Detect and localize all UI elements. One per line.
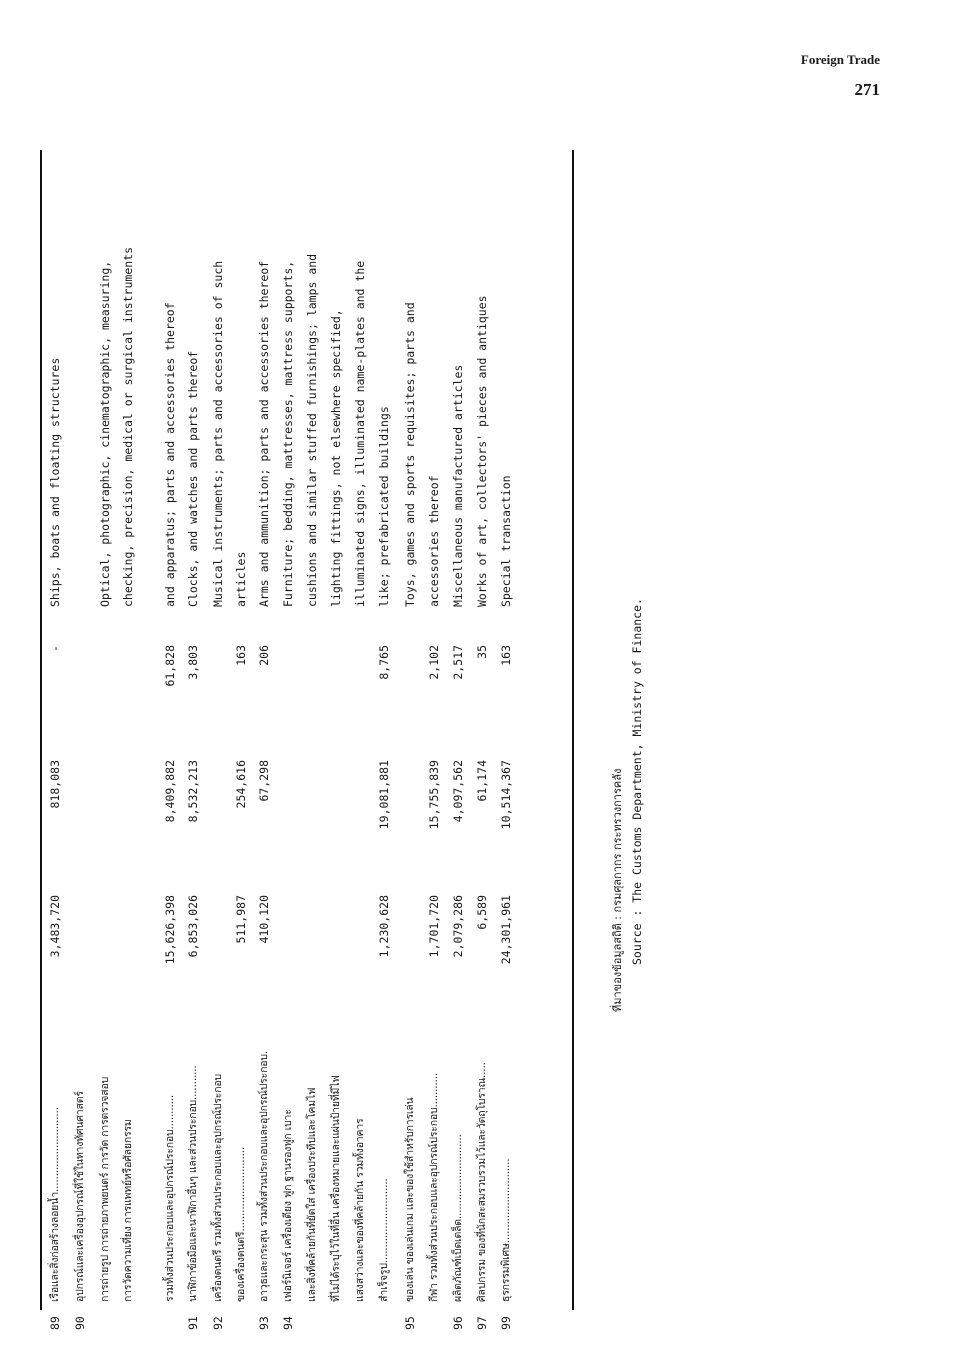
- value-col-2: 8,532,213: [186, 760, 200, 823]
- value-col-3: 163: [234, 645, 248, 666]
- thai-description: อาวุธและกระสุน รวมทั้งส่วนประกอบและอุปกรณ์ประกอบ.: [258, 1051, 270, 1302]
- thai-description: การถ่ายรูป การถ่ายภาพยนตร์ การวัด การตรวจสอบ: [99, 1076, 111, 1302]
- hs-code: 96: [451, 1316, 465, 1330]
- english-description: like; prefabricated buildings: [377, 406, 391, 607]
- table-top-rule: [40, 150, 42, 1310]
- thai-description: สำเร็จรูป...........................: [378, 1178, 390, 1302]
- thai-description: เรือและสิ่งก่อสร้างลอยน้ำ...........................: [49, 1107, 61, 1302]
- english-description: articles: [234, 551, 248, 607]
- hs-code: 99: [499, 1316, 513, 1330]
- table-row: [302, 150, 322, 1330]
- value-col-3: 35: [475, 645, 489, 659]
- hs-code: 94: [281, 1316, 295, 1330]
- value-col-1: 2,079,286: [451, 895, 465, 958]
- value-col-2: 61,174: [475, 760, 489, 802]
- rotated-table-block: [40, 150, 680, 1330]
- value-col-1: 6,589: [475, 895, 489, 930]
- source-note-thai: ที่มาของข้อมูลสถิติ : กรมศุลกากร กระทรวงการคลัง: [611, 768, 624, 1012]
- value-col-1: 1,230,628: [377, 895, 391, 958]
- english-description: Clocks, and watches and parts thereof: [186, 350, 200, 607]
- hs-code: 90: [73, 1316, 87, 1330]
- value-col-2: 4,097,562: [451, 760, 465, 823]
- table-row: [496, 150, 516, 1330]
- thai-description: กีฬา รวมทั้งส่วนประกอบและอุปกรณ์ประกอบ...........: [428, 1073, 440, 1302]
- value-col-1: 15,626,398: [163, 895, 177, 965]
- english-description: illuminated signs, illuminated name-plates and the: [353, 260, 367, 607]
- value-col-3: 2,517: [451, 645, 465, 680]
- value-col-3: 163: [499, 645, 513, 666]
- value-col-1: 1,701,720: [427, 895, 441, 958]
- table-row: [95, 150, 115, 1330]
- hs-code: 92: [211, 1316, 225, 1330]
- table-row: [254, 150, 274, 1330]
- table-row: [424, 150, 444, 1330]
- thai-description: แสงสว่างและของที่คล้ายกัน รวมทั้งอาคาร: [354, 1118, 366, 1302]
- value-col-1: 511,987: [234, 895, 248, 944]
- english-description: Works of art, collectors' pieces and antiques: [475, 295, 489, 607]
- english-description: Optical, photographic, cinematographic, measuring,: [98, 260, 112, 607]
- value-col-3: 61,828: [163, 645, 177, 687]
- value-col-2: 10,514,367: [499, 760, 513, 830]
- english-description: accessories thereof: [427, 475, 441, 607]
- value-col-3: 8,765: [377, 645, 391, 680]
- table-row: [208, 150, 228, 1330]
- source-note-english: Source : The Customs Department, Ministry of Finance.: [630, 598, 644, 965]
- value-col-1: 410,120: [257, 895, 271, 944]
- thai-description: ของเครื่องดนตรี...........................: [235, 1146, 247, 1302]
- english-description: Miscellaneous manufactured articles: [451, 364, 465, 607]
- table-row: [160, 150, 180, 1330]
- value-col-1: 3,483,720: [48, 895, 62, 958]
- thai-description: การวัดความเที่ยง การแพทย์หรือศัลยกรรม: [122, 1119, 134, 1302]
- english-description: and apparatus; parts and accessories thereof: [163, 302, 177, 607]
- value-col-3: 206: [257, 645, 271, 666]
- english-description: checking, precision, medical or surgical instruments: [121, 246, 135, 607]
- english-description: Ships, boats and floating structures: [48, 357, 62, 607]
- english-description: Toys, games and sports requisites; parts and: [403, 302, 417, 607]
- table-row: [183, 150, 203, 1330]
- table-row: [45, 150, 65, 1330]
- english-description: lighting fittings, not elsewhere specified,: [329, 309, 343, 607]
- value-col-1: 24,301,961: [499, 895, 513, 965]
- table-row: [70, 150, 90, 1330]
- thai-description: อุปกรณ์และเครื่องอุปกรณ์ที่ใช้ในทางทัศนศาสตร์: [74, 1091, 86, 1302]
- table-row: [326, 150, 346, 1330]
- value-col-2: 15,755,839: [427, 760, 441, 830]
- hs-code: 93: [257, 1316, 271, 1330]
- thai-description: เครื่องดนตรี รวมทั้งส่วนประกอบและอุปกรณ์ประกอบ: [212, 1074, 224, 1302]
- value-col-3: -: [48, 645, 62, 652]
- value-col-2: 19,081,881: [377, 760, 391, 830]
- table-row: [374, 150, 394, 1330]
- thai-description: รวมทั้งส่วนประกอบและอุปกรณ์ประกอบ...........: [164, 1095, 176, 1302]
- english-description: Arms and ammunition; parts and accessories thereof: [257, 260, 271, 607]
- table-bottom-rule: [572, 150, 574, 1310]
- hs-code: 97: [475, 1316, 489, 1330]
- value-col-2: 67,298: [257, 760, 271, 802]
- thai-description: นาฬิกาข้อมือและนาฬิกาอื่นๆ และส่วนประกอบ...........: [187, 1065, 199, 1302]
- value-col-2: 818,083: [48, 760, 62, 809]
- value-col-3: 3,803: [186, 645, 200, 680]
- thai-description: ศิลปกรรม ของที่นักสะสมรวบรวมไว้และวัตถุโบราณ.....: [476, 1062, 488, 1302]
- hs-code: 91: [186, 1316, 200, 1330]
- table-row: [448, 150, 468, 1330]
- value-col-3: 2,102: [427, 645, 441, 680]
- table-row: [350, 150, 370, 1330]
- english-description: Special transaction: [499, 475, 513, 607]
- table-row: [472, 150, 492, 1330]
- value-col-1: 6,853,026: [186, 895, 200, 958]
- hs-code: 89: [48, 1316, 62, 1330]
- page-number: 271: [854, 80, 880, 99]
- table-row: [278, 150, 298, 1330]
- thai-description: ของเล่น ของเล่นเกม และของใช้สำหรับการเล่น: [404, 1097, 416, 1302]
- thai-description: ผลิตภัณฑ์เบ็ดเตล็ด...........................: [452, 1134, 464, 1302]
- running-header-title: Foreign Trade: [800, 52, 880, 67]
- thai-description: และสิ่งที่คล้ายกันที่ยัดใส่ เครื่องประทีปและโคมไฟ: [306, 1087, 318, 1302]
- thai-description: เฟอร์นิเจอร์ เครื่องเตียง ฟูก ฐานรองฟูก เบาะ: [282, 1109, 294, 1302]
- table-row: [400, 150, 420, 1330]
- value-col-2: 8,409,882: [163, 760, 177, 823]
- english-description: cushions and similar stuffed furnishings; lamps and: [305, 253, 319, 607]
- english-description: Musical instruments; parts and accessories of such: [211, 260, 225, 607]
- hs-code: 95: [403, 1316, 417, 1330]
- english-description: Furniture; bedding, mattresses, mattress supports,: [281, 260, 295, 607]
- thai-description: ธุรกรรมพิเศษ...........................: [500, 1158, 512, 1302]
- thai-description: ที่ไม่ได้ระบุไว้ในที่อื่น เครื่องหมายและแผ่นป้ายที่มีไฟ: [330, 1075, 342, 1302]
- value-col-2: 254,616: [234, 760, 248, 809]
- table-row: [118, 150, 138, 1330]
- table-row: [231, 150, 251, 1330]
